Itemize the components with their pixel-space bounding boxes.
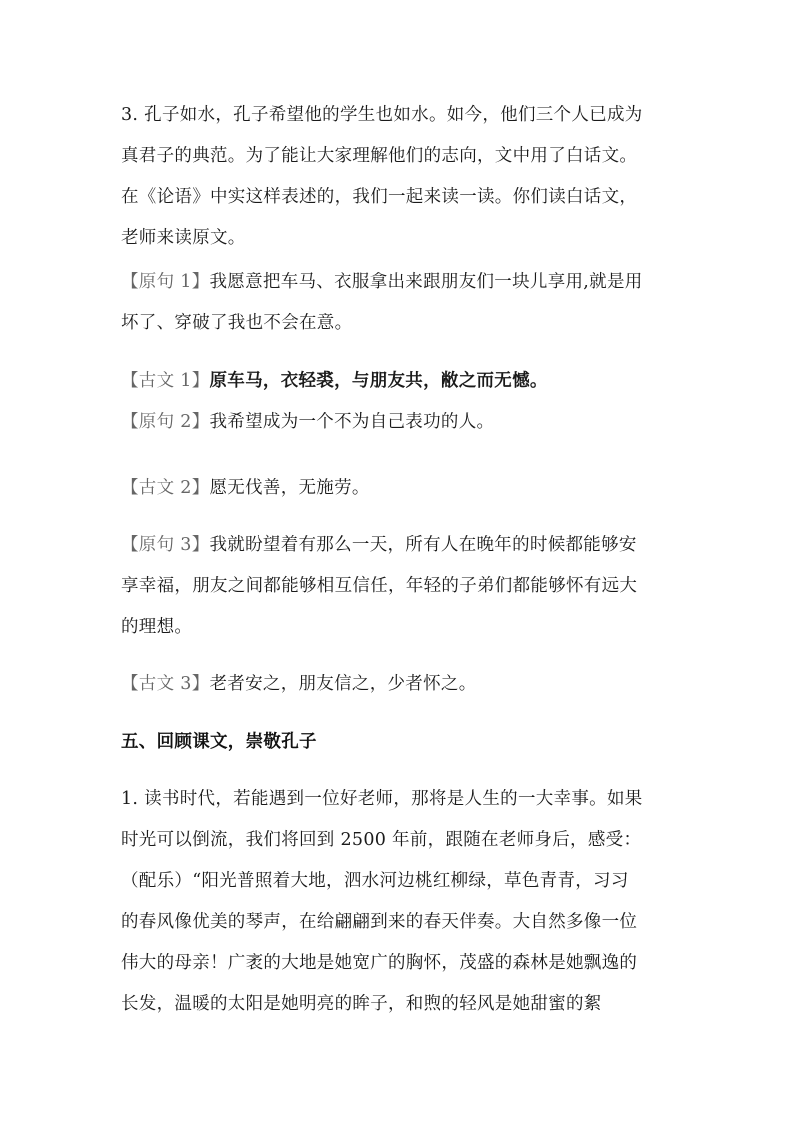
paragraph-line: 老师来读原文。 — [121, 228, 246, 248]
original-sentence-line — [121, 262, 693, 303]
original-sentence-line: 享幸福，朋友之间都能够相互信任，年轻的子弟们都能够怀有远大 — [121, 576, 638, 596]
original-sentence-text: 我就盼望着有那么一天，所有人在晚年的时候都能够安 — [209, 535, 637, 555]
paragraph-line: 1. 读书时代，若能遇到一位好老师，那将是人生的一大幸事。如果 — [121, 789, 643, 809]
paragraph-1 — [121, 779, 693, 1025]
section-5-heading — [121, 722, 693, 763]
original-sentence-text: 我愿意把车马、衣服拿出来跟朋友们一块儿享用,就是用 — [209, 272, 643, 292]
classical-text-line — [121, 468, 693, 509]
classical-text-line — [121, 664, 693, 705]
paragraph-line: 时光可以倒流，我们将回到 2500 年前，跟随在老师身后，感受： — [121, 830, 642, 850]
original-sentence-line — [121, 525, 693, 566]
classical-text-tag: 【古文 2】 — [121, 478, 210, 498]
paragraph-line: 的春风像优美的琴声，在给翩翩到来的春天伴奏。大自然多像一位 — [121, 912, 638, 932]
original-sentence-3 — [121, 525, 693, 648]
original-sentence-tag: 【原句 3】 — [121, 535, 210, 555]
paragraph-3 — [121, 95, 693, 259]
classical-text-tag: 【古文 3】 — [121, 674, 210, 694]
paragraph-line: 在《论语》中实这样表述的，我们一起来读一读。你们读白话文， — [121, 187, 638, 207]
section-heading: 五、回顾课文，崇敬孔子 — [121, 732, 317, 752]
original-sentence-line: 的理想。 — [121, 617, 193, 637]
paragraph-line: 长发，温暖的太阳是她明亮的眸子，和煦的轻风是她甜蜜的絮 — [121, 994, 602, 1014]
paragraph-line: （配乐）“阳光普照着大地，泗水河边桃红柳绿，草色青青，习习 — [121, 871, 629, 891]
original-sentence-text: 我希望成为一个不为自己表功的人。 — [209, 412, 495, 432]
original-sentence-tag: 【原句 1】 — [121, 272, 210, 292]
classical-text-line — [121, 361, 693, 402]
classical-text: 原车马，衣轻裘，与朋友共，敝之而无憾。 — [209, 371, 548, 391]
original-sentence-1 — [121, 262, 693, 344]
paragraph-line: 真君子的典范。为了能让大家理解他们的志向，文中用了白话文。 — [121, 146, 638, 166]
original-sentence-2 — [121, 402, 693, 443]
original-sentence-line: 坏了、穿破了我也不会在意。 — [121, 313, 353, 333]
classical-text-1 — [121, 361, 693, 402]
paragraph-line: 3. 孔子如水，孔子希望他的学生也如水。如今，他们三个人已成为 — [121, 105, 643, 125]
classical-text-tag: 【古文 1】 — [121, 371, 210, 391]
original-sentence-tag: 【原句 2】 — [121, 412, 210, 432]
classical-text-2 — [121, 468, 693, 509]
classical-text-3 — [121, 664, 693, 705]
original-sentence-line — [121, 402, 693, 443]
paragraph-line: 伟大的母亲！广袤的大地是她宽广的胸怀，茂盛的森林是她飘逸的 — [121, 953, 638, 973]
classical-text: 老者安之，朋友信之，少者怀之。 — [209, 674, 477, 694]
classical-text: 愿无伐善，无施劳。 — [209, 478, 370, 498]
